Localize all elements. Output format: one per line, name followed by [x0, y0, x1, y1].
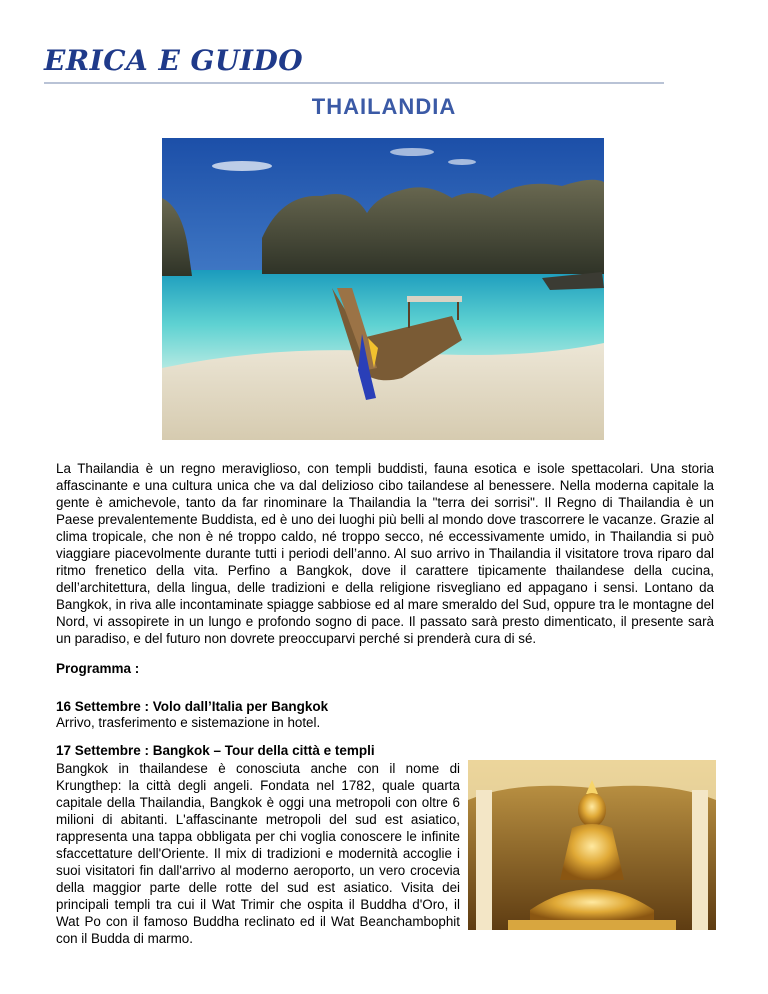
day-description: Bangkok in thailandese è conosciuta anche con il nome di Krungthep: la città degli angeli. Fondata nel 1782, quale quarta capitale della Thailandia, Bangkok è oggi una metropoli con oltre 6 milioni di abitanti. L'affascinante metropoli del sud est asiatico, rappresenta una tappa obbligata per chi voglia conoscere le infinite sfaccettature dell'Oriente. Il mix di tradizioni e modernità accoglie i suoi visitatori fin dall'arrivo al moderno aeroporto, un vero crocevia della maggior parte delle rotte del sud est asiatico. Visita dei principali templi tra cui il Wat Trimir che ospita il Buddha d'Oro, il Wat Po con il famoso Buddha reclinato ed il Wat Beanchambophit con il Budda di marmo.	[56, 761, 460, 946]
day-heading: 17 Settembre : Bangkok – Tour della città e templi	[56, 743, 375, 758]
golden-buddha-photo	[468, 760, 716, 930]
programma-heading: Programma :	[56, 661, 140, 676]
day-description: Arrivo, trasferimento e sistemazione in hotel.	[56, 715, 321, 730]
header-divider	[44, 82, 664, 84]
beach-longtail-boat-photo	[162, 138, 604, 440]
page-title: THAILANDIA	[311, 94, 457, 119]
intro-paragraph: La Thailandia è un regno meraviglioso, con templi buddisti, fauna esotica e isole spettacolari. Una storia affascinante e una cultura unica che va dal delizioso cibo tailandese al benessere. Nella moderna capitale la gente è amichevole, tanto da far rinominare la Thailandia la "terra dei sorrisi". Il Regno di Thailandia è un Paese prevalentemente Buddista, ed è uno dei luoghi più belli al mondo dove trascorrere le vacanze. Grazie al clima tropicale, che non è né troppo caldo, né troppo secco, né eccessivamente umido, in Thailandia si può viaggiare piacevolmente durante tutti i periodi dell’anno. Al suo arrivo in Thailandia il visitatore trova riparo dal ritmo frenetico della vita. Perfino a Bangkok, dove il carattere tipicamente thailandese della cucina, dell’architettura, della lingua, delle tradizioni e della religione risvegliano ed appagano i sensi. Lontano da Bangkok, in riva alle incontaminate spiagge sabbiose ed al mare smeraldo del Sud, oppure tra le montagne del Nord, vi assopirete in un lungo e profondo sogno di pace. Il passato sarà presto dimenticato, il presente sarà un paradiso, e del futuro non dovrete preoccuparvi perché si prenderà cura di sé.	[56, 461, 714, 646]
day-heading: 16 Settembre : Volo dall’Italia per Bangkok	[56, 699, 329, 714]
brand-logo: ERICA E GUIDO	[44, 44, 304, 77]
